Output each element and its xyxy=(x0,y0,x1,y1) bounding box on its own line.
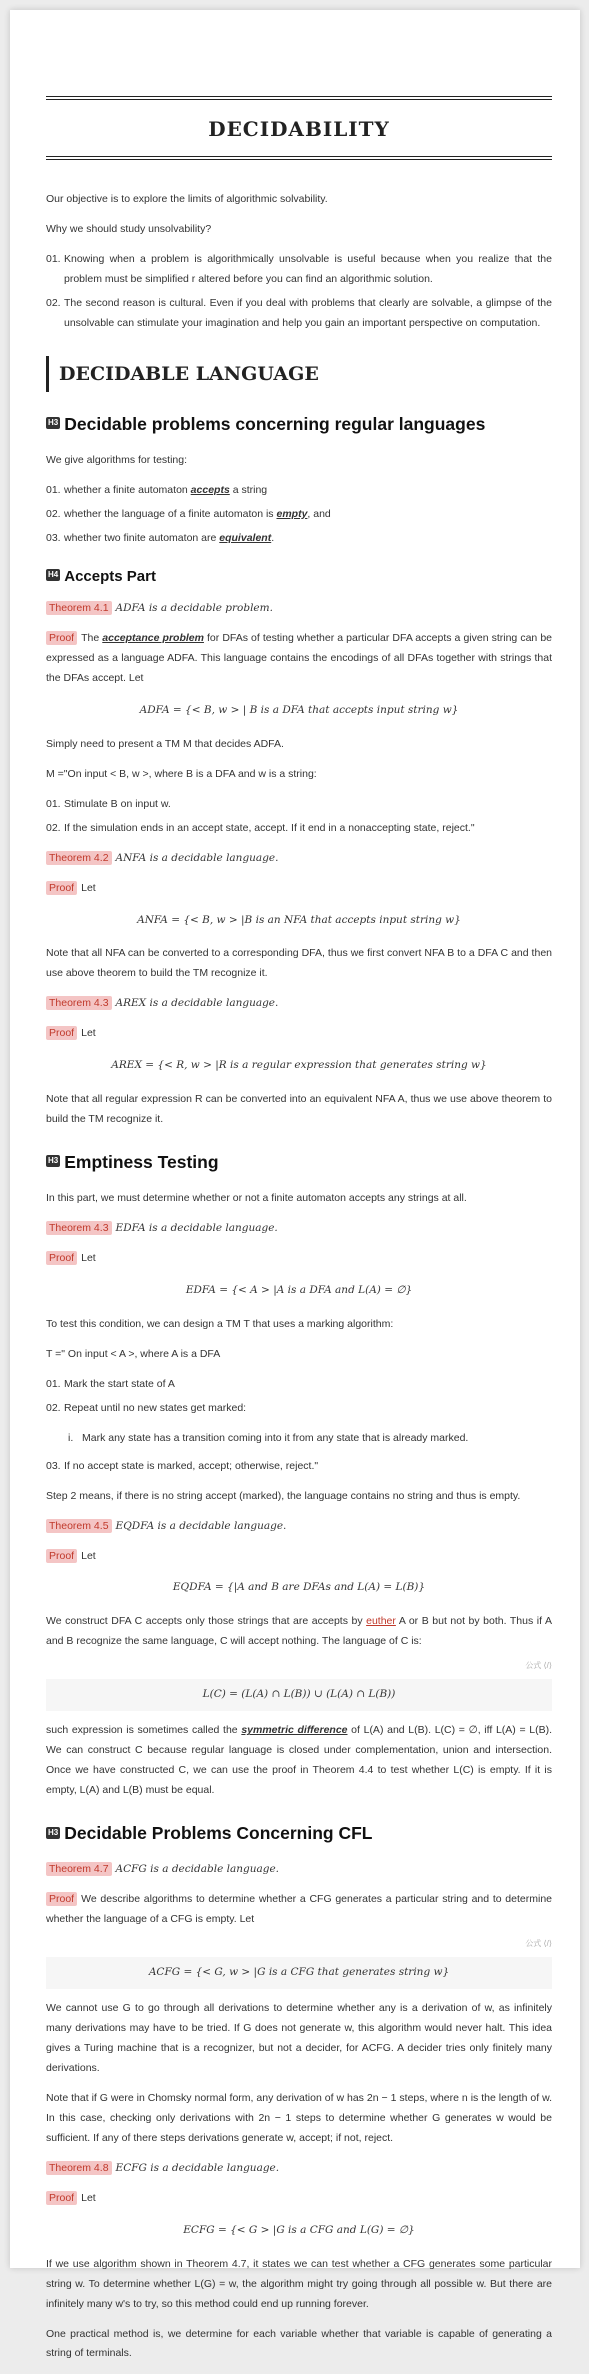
list-text: If no accept state is marked, accept; otherwise, reject." xyxy=(64,1459,319,1472)
list-text: Knowing when a problem is algorithmically unsolvable is useful because when you realize that the problem must be simplified r altered before you can find an algorithmic solution. xyxy=(64,252,552,285)
theorem-tag: Theorem 4.7 xyxy=(46,1862,112,1876)
paragraph: Note that all regular expression R can be converted into an equivalent NFA A, thus we use above theorem to build the TM recognize it. xyxy=(46,1093,552,1126)
paragraph-pre: We construct DFA C accepts only those strings that are accepts by xyxy=(46,1615,367,1628)
paragraph: We give algorithms for testing: xyxy=(46,453,188,466)
intro-list xyxy=(46,250,552,334)
equation-block: ACFG = {< G, w > |G is a CFG that generates string w} xyxy=(46,1957,552,1989)
list-item xyxy=(46,481,552,501)
theorem xyxy=(46,994,552,1014)
list-text-pre: whether the language of a finite automaton is xyxy=(64,507,277,520)
equation: ANFA = {< B, w > |B is an NFA that accepts input string w} xyxy=(137,913,461,926)
proof xyxy=(46,629,552,689)
paragraph: Simply need to present a TM M that decides ADFA. xyxy=(46,737,284,750)
list-number: i. xyxy=(68,1431,74,1444)
list-text: Mark the start state of A xyxy=(64,1377,175,1390)
h3-badge-icon: H3 xyxy=(48,1156,59,1166)
theorem xyxy=(46,849,552,869)
proof xyxy=(46,1890,552,1930)
proof xyxy=(46,1249,552,1269)
list-text: Repeat until no new states get marked: xyxy=(64,1401,247,1414)
misspelled-word: euther xyxy=(366,1615,396,1628)
list-text: If the simulation ends in an accept state, accept. If it end in a nonaccepting state, reject." xyxy=(64,821,475,834)
subsection-title: Decidable Problems Concerning CFL xyxy=(64,1823,373,1844)
list-text-pre: whether a finite automaton xyxy=(64,483,191,496)
list-item xyxy=(46,1375,552,1395)
list-text xyxy=(64,481,552,501)
keyword-equivalent: equivalent xyxy=(219,531,272,544)
paragraph: To test this condition, we can design a TM T that uses a marking algorithm: xyxy=(46,1318,394,1331)
list-text: The second reason is cultural. Even if you deal with problems that clearly are solvable, a glimpse of the unsolvable can stimulate your imagination and help you gain an important perspective on computation. xyxy=(64,296,552,329)
proof-text: Let xyxy=(81,1252,96,1265)
list-item xyxy=(46,250,552,290)
paragraph-post: of L(A) and L(B). L(C) = ∅, iff L(A) = L(B). We can construct C because regular language is closed under complementation, union and intersection. Once we have constructed C, we can use the proof in Theorem 4.4 to test whether L(C) is empty. If it is empty, L(A) and L(B) must be equal. xyxy=(46,1724,552,1797)
list-number: 03. xyxy=(46,1459,61,1472)
proof-tag: Proof xyxy=(46,1892,77,1906)
paragraph: Note that all NFA can be converted to a corresponding DFA, thus we first convert NFA B to a DFA C and then use above theorem to build the TM recognize it. xyxy=(46,947,552,980)
proof-text: Let xyxy=(81,881,96,894)
list-item xyxy=(46,795,552,815)
list-item xyxy=(68,1429,552,1449)
theorem-text: EDFA is a decidable language. xyxy=(115,1222,278,1235)
equation: AREX = {< R, w > |R is a regular expression that generates string w} xyxy=(111,1059,487,1072)
theorem-text: ANFA is a decidable language. xyxy=(115,851,279,864)
list-text xyxy=(64,505,552,525)
paragraph: T =" On input < A >, where A is a DFA xyxy=(46,1347,221,1360)
theorem xyxy=(46,599,552,619)
equation-toolbar[interactable]: 公式 ⟨/⟩ xyxy=(525,1661,552,1671)
paragraph: M ="On input < B, w >, where B is a DFA and w is a string: xyxy=(46,767,317,780)
list-number: 03. xyxy=(46,531,61,544)
proof-text: We describe algorithms to determine whether a CFG generates a particular string and to determine whether the language of a CFG is empty. Let xyxy=(46,1893,552,1926)
theorem-text: ADFA is a decidable problem. xyxy=(115,602,273,615)
equation: ADFA = {< B, w > | B is a DFA that accepts input string w} xyxy=(139,703,459,716)
theorem-tag: Theorem 4.2 xyxy=(46,851,112,865)
section-heading: DECIDABLE LANGUAGE xyxy=(46,356,552,392)
equation: EQDFA = {|A and B are DFAs and L(A) = L(B)} xyxy=(172,1581,426,1594)
paragraph-post: A or B but not by both. Thus if A and B recognize the same language, C will accept nothing. The language of C is: xyxy=(46,1615,552,1648)
list-number: 02. xyxy=(46,507,61,520)
keyword-acceptance-problem: acceptance problem xyxy=(102,632,204,645)
proof-text: Let xyxy=(81,1027,96,1040)
list-number: 02. xyxy=(46,296,61,309)
subsubsection-title: Accepts Part xyxy=(64,567,156,585)
theorem-tag: Theorem 4.3 xyxy=(46,996,112,1010)
paragraph: Note that if G were in Chomsky normal form, any derivation of w has 2n − 1 steps, where n is the length of w. In this case, checking only derivations with 2n − 1 steps to determine whether G generates w would be sufficient. If any of there steps derivations generate w, accept; if not, reject. xyxy=(46,2092,552,2144)
list-text-pre: whether two finite automaton are xyxy=(64,531,220,544)
list-number: 02. xyxy=(46,821,61,834)
title-block xyxy=(46,96,552,160)
list-item xyxy=(46,819,552,839)
subsubsection-heading xyxy=(46,563,552,592)
theorem xyxy=(46,1860,552,1880)
paragraph: One practical method is, we determine for each variable whether that variable is capable of generating a string of terminals. xyxy=(46,2327,552,2360)
theorem-text: ECFG is a decidable language. xyxy=(115,2161,280,2174)
steps-list xyxy=(46,1375,552,1419)
page-title: DECIDABILITY xyxy=(208,117,390,141)
h3-badge-icon: H3 xyxy=(48,418,59,428)
list-item xyxy=(46,1399,552,1419)
theorem xyxy=(46,1517,552,1537)
paragraph: We cannot use G to go through all derivations to determine whether any is a derivation of w, as infinitely many derivations may have to be tried. If G does not generate w, this algorithm would never halt. This idea gives a Turing machine that is a recognizer, but not a decider, for ACFG. A decider tries only finitely many derivations. xyxy=(46,2002,552,2075)
proof-tag: Proof xyxy=(46,1251,77,1265)
steps-list xyxy=(46,1457,552,1477)
h3-badge-icon: H3 xyxy=(48,1827,59,1837)
steps-list xyxy=(46,795,552,839)
list-number: 02. xyxy=(46,1401,61,1414)
subsection-heading xyxy=(46,408,552,441)
theorem-tag: Theorem 4.3 xyxy=(46,1221,112,1235)
keyword-empty: empty xyxy=(276,507,308,520)
equation: ECFG = {< G > |G is a CFG and L(G) = ∅} xyxy=(183,2223,415,2236)
proof-tag: Proof xyxy=(46,881,77,895)
proof xyxy=(46,1024,552,1044)
theorem-tag: Theorem 4.1 xyxy=(46,601,112,615)
proof-pre: The xyxy=(81,632,103,645)
theorem-text: ACFG is a decidable language. xyxy=(115,1863,280,1876)
proof xyxy=(46,1547,552,1567)
list-item xyxy=(46,505,552,525)
subsection-heading xyxy=(46,1146,552,1179)
proof-text: Let xyxy=(81,1549,96,1562)
subsection-title: Emptiness Testing xyxy=(64,1152,219,1173)
list-number: 01. xyxy=(46,1377,61,1390)
proof-tag: Proof xyxy=(46,2191,77,2205)
proof-post: for DFAs of testing whether a particular DFA accepts a given string can be expressed as a language ADFA. This language contains the encodings of all DFAs together with strings that the DFAs accept. Let xyxy=(46,632,552,685)
proof xyxy=(46,879,552,899)
proof-tag: Proof xyxy=(46,1549,77,1563)
keyword-symmetric-difference: symmetric difference xyxy=(241,1724,348,1737)
list-text-post: a string xyxy=(229,483,268,496)
paragraph xyxy=(46,1721,552,1801)
equation-toolbar[interactable]: 公式 ⟨/⟩ xyxy=(525,1939,552,1949)
subsection-title: Decidable problems concerning regular languages xyxy=(64,413,486,434)
theorem-text: AREX is a decidable language. xyxy=(115,997,279,1010)
theorem-tag: Theorem 4.5 xyxy=(46,1519,112,1533)
list-item xyxy=(46,529,552,549)
document-page xyxy=(10,10,580,2360)
theorem xyxy=(46,1219,552,1239)
theorem-tag: Theorem 4.8 xyxy=(46,2161,112,2175)
theorem xyxy=(46,2159,552,2179)
paragraph: In this part, we must determine whether or not a finite automaton accepts any strings at all. xyxy=(46,1192,467,1205)
list-number: 01. xyxy=(46,252,61,265)
paragraph-pre: such expression is sometimes called the xyxy=(46,1724,242,1737)
list-text xyxy=(64,529,552,549)
list-item xyxy=(46,294,552,334)
list-number: 01. xyxy=(46,797,61,810)
list-item xyxy=(46,1457,552,1477)
intro-paragraph: Our objective is to explore the limits of algorithmic solvability. xyxy=(46,193,328,205)
paragraph xyxy=(46,1612,552,1652)
keyword-accepts: accepts xyxy=(190,483,230,496)
proof-tag: Proof xyxy=(46,631,77,645)
article-body xyxy=(46,96,552,2374)
paragraph: Step 2 means, if there is no string accept (marked), the language contains no string and thus is empty. xyxy=(46,1489,521,1502)
proof xyxy=(46,2189,552,2209)
list-text-post: , and xyxy=(307,507,331,520)
paragraph: If we use algorithm shown in Theorem 4.7, it states we can test whether a CFG generates some particular string w. To determine whether L(G) = w, the algorithm might try going through all possible w. But there are infinitely many w's to try, so this method could end up running forever. xyxy=(46,2257,552,2310)
list-text: Stimulate B on input w. xyxy=(64,797,171,810)
list-text-post: . xyxy=(271,531,275,544)
h4-badge-icon: H4 xyxy=(48,569,59,579)
intro-question: Why we should study unsolvability? xyxy=(46,222,212,235)
testing-list xyxy=(46,481,552,549)
proof-text: Let xyxy=(81,2191,96,2204)
subsection-heading xyxy=(46,1817,552,1850)
list-number: 01. xyxy=(46,483,61,496)
equation: EDFA = {< A > |A is a DFA and L(A) = ∅} xyxy=(185,1284,413,1297)
theorem-text: EQDFA is a decidable language. xyxy=(115,1519,287,1532)
substeps-list xyxy=(46,1429,552,1449)
proof-tag: Proof xyxy=(46,1026,77,1040)
equation-block: L(C) = (L(A) ∩ L(B)) ∪ (L(A) ∩ L(B)) xyxy=(46,1679,552,1711)
list-text: Mark any state has a transition coming into it from any state that is already marked. xyxy=(82,1431,469,1444)
